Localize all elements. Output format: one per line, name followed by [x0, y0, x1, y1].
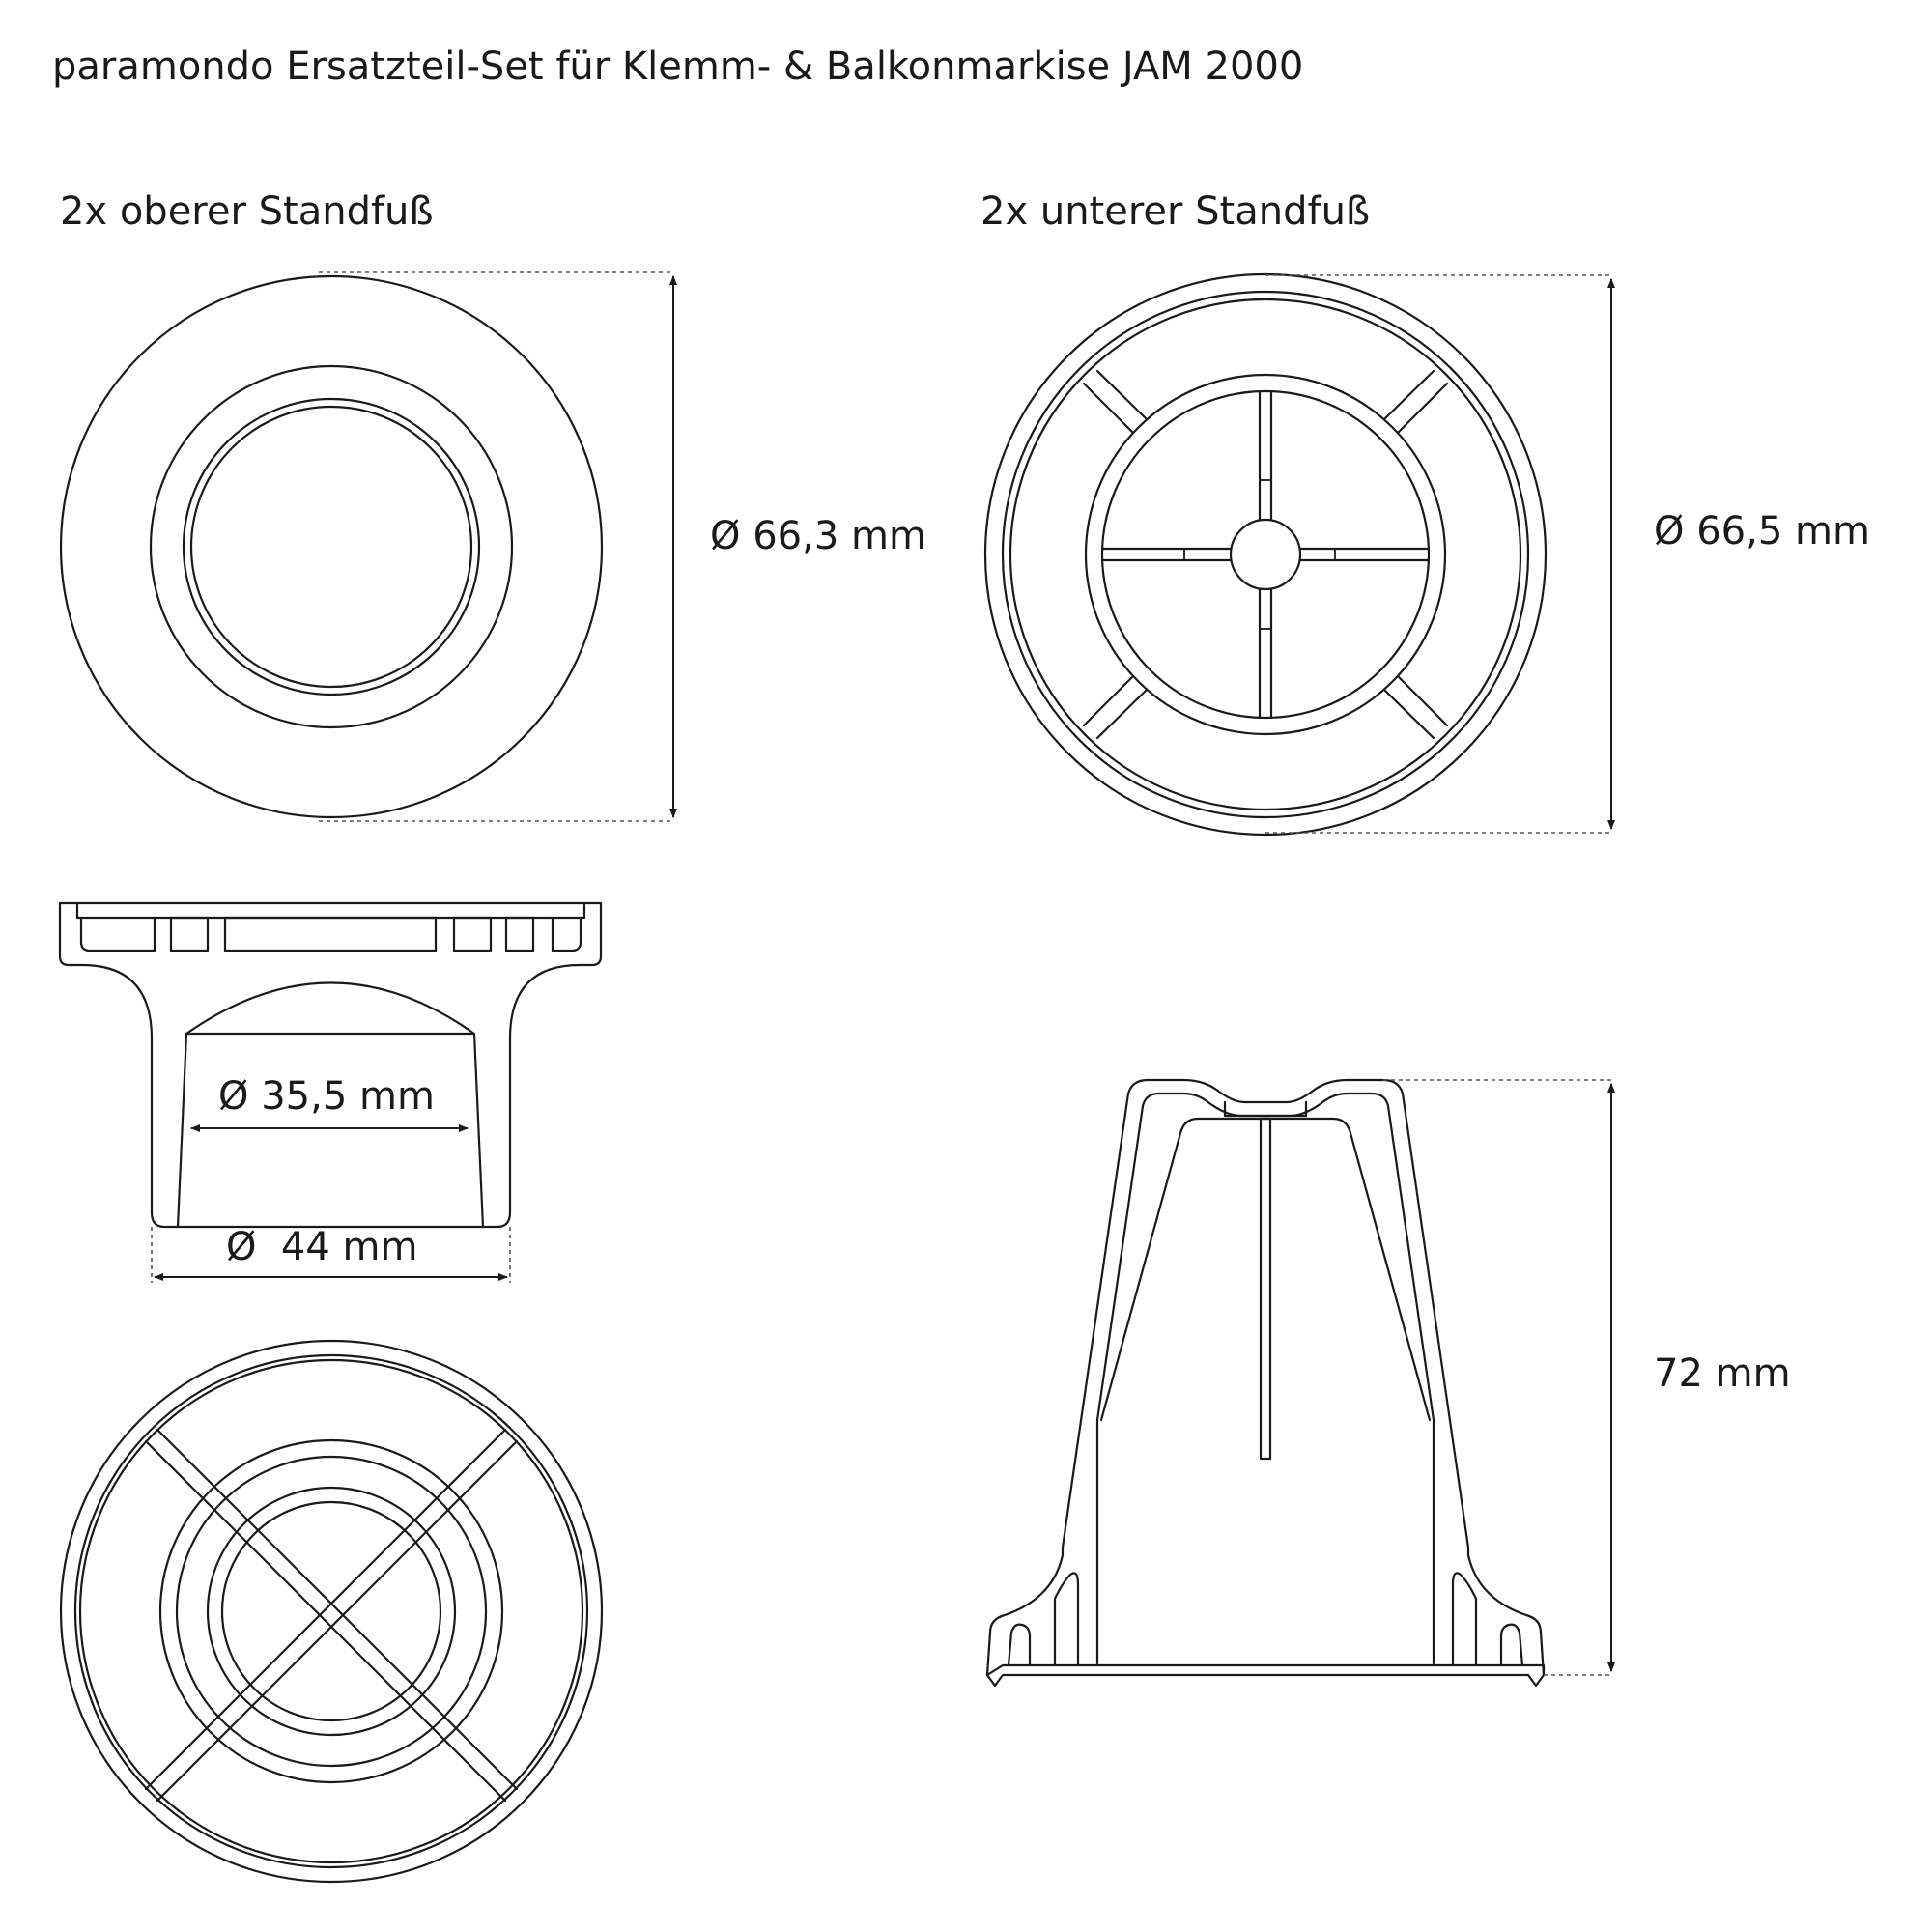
lower-foot-side-view	[987, 1080, 1544, 1686]
page-title: paramondo Ersatzteil-Set für Klemm- & Balkonmarkise JAM 2000	[52, 44, 1304, 89]
upper-top-diameter-label: Ø 66,3 mm	[710, 514, 926, 558]
lower-top-diameter-label: Ø 66,5 mm	[1654, 509, 1870, 554]
upper-base-diameter-label: Ø 44 mm	[226, 1225, 418, 1269]
upper-part-label: 2x oberer Standfuß	[60, 189, 434, 234]
upper-foot-top-view	[61, 276, 602, 817]
upper-foot-top-dimension	[319, 272, 673, 821]
lower-height-label: 72 mm	[1654, 1351, 1791, 1396]
lower-foot-top-view	[985, 274, 1546, 835]
lower-part-label: 2x unterer Standfuß	[980, 189, 1371, 234]
upper-foot-side-view	[60, 903, 601, 1227]
lower-foot-top-dimension	[1265, 275, 1613, 833]
upper-foot-bottom-view	[61, 1341, 602, 1882]
upper-inner-diameter-label: Ø 35,5 mm	[218, 1074, 435, 1119]
